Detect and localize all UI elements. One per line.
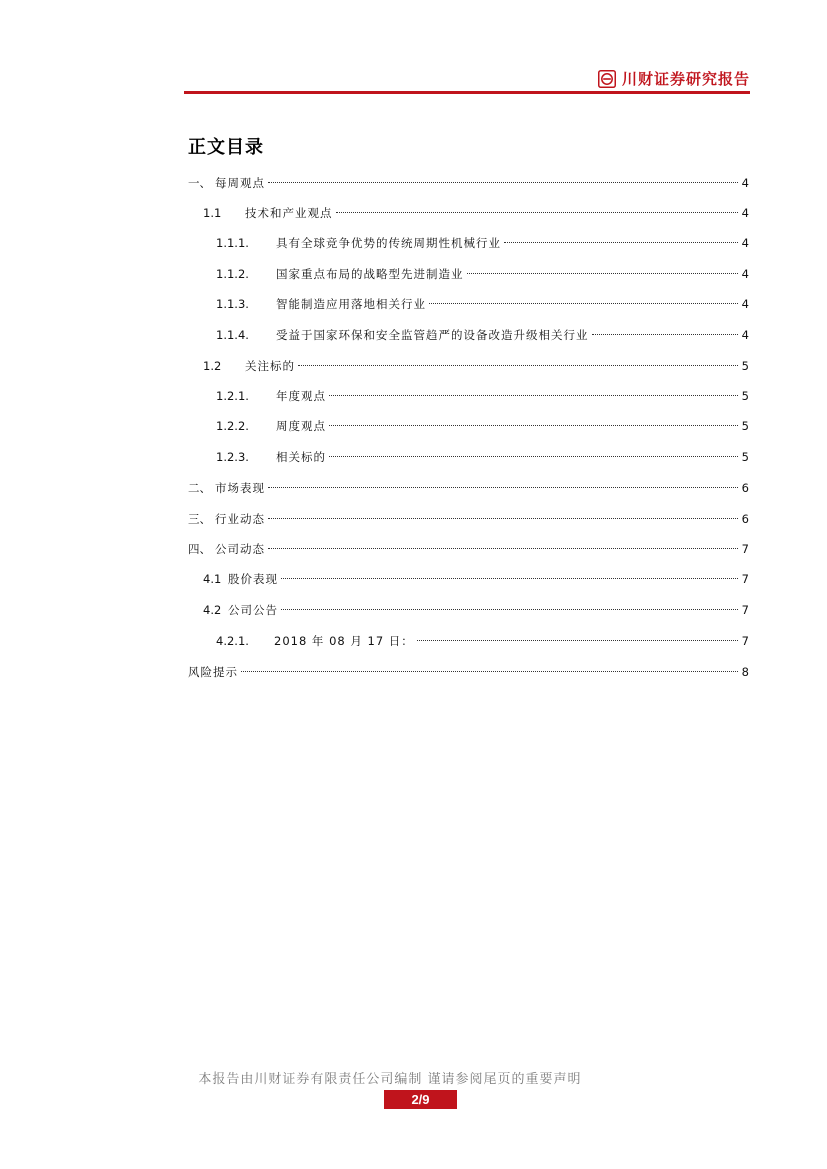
toc-dot-leader bbox=[504, 229, 738, 247]
toc-entry[interactable] bbox=[188, 505, 749, 526]
toc-entry-number: 1.1.1. bbox=[216, 236, 249, 250]
toc-entry-number: 1.1 bbox=[203, 206, 222, 220]
toc-entry-page: 4 bbox=[741, 176, 749, 190]
page-number-badge: 2/9 bbox=[384, 1090, 457, 1109]
toc-dot-leader bbox=[417, 627, 738, 645]
toc-dot-leader bbox=[467, 260, 739, 278]
toc-entry-title: 受益于国家环保和安全监管趋严的设备改造升级相关行业 bbox=[276, 328, 589, 342]
toc-dot-leader bbox=[329, 412, 738, 430]
toc-entry[interactable] bbox=[188, 474, 749, 495]
toc-entry-number: 1.2.1. bbox=[216, 389, 249, 403]
toc-entry-title: 公司动态 bbox=[215, 542, 265, 556]
toc-entry-number: 四、 bbox=[188, 542, 211, 556]
toc-entry-title: 关注标的 bbox=[245, 359, 295, 373]
toc-dot-leader bbox=[329, 382, 738, 400]
toc-entry-page: 5 bbox=[741, 450, 749, 464]
toc-dot-leader bbox=[268, 535, 738, 553]
toc-dot-leader bbox=[429, 290, 738, 308]
toc-entry[interactable] bbox=[216, 229, 749, 250]
footer-disclaimer: 本报告由川财证券有限责任公司编制 谨请参阅尾页的重要声明 bbox=[198, 1072, 582, 1087]
toc-entry-page: 4 bbox=[741, 267, 749, 281]
toc-entry-number: 二、 bbox=[188, 481, 211, 495]
toc-entry-page: 6 bbox=[741, 512, 749, 526]
toc-dot-leader bbox=[336, 199, 739, 217]
toc-entry-number: 1.1.4. bbox=[216, 328, 249, 342]
toc-dot-leader bbox=[281, 596, 738, 614]
toc-entry-title: 2018 年 08 月 17 日： bbox=[274, 634, 414, 648]
toc-entry-title: 年度观点 bbox=[276, 389, 326, 403]
toc-entry-page: 4 bbox=[741, 206, 749, 220]
toc-entry[interactable] bbox=[216, 412, 749, 433]
toc-entry-page: 7 bbox=[741, 572, 749, 586]
toc-title: 正文目录 bbox=[188, 137, 264, 158]
toc-entry-title: 相关标的 bbox=[276, 450, 326, 464]
toc-entry-number: 4.2 bbox=[203, 603, 222, 617]
toc-entry[interactable] bbox=[216, 260, 749, 281]
toc-entry-page: 7 bbox=[741, 603, 749, 617]
toc-entry-title: 具有全球竞争优势的传统周期性机械行业 bbox=[276, 236, 501, 250]
toc-entry[interactable] bbox=[188, 535, 749, 556]
toc-entry[interactable] bbox=[203, 199, 749, 220]
toc-entry-title: 公司公告 bbox=[228, 603, 278, 617]
toc-entry-number: 1.2 bbox=[203, 359, 222, 373]
toc-entry-title: 技术和产业观点 bbox=[245, 206, 333, 220]
toc-entry-title: 行业动态 bbox=[215, 512, 265, 526]
toc-entry-title: 股价表现 bbox=[228, 572, 278, 586]
toc-entry[interactable] bbox=[188, 658, 749, 679]
toc-dot-leader bbox=[241, 658, 738, 676]
toc-entry[interactable] bbox=[216, 321, 749, 342]
toc-entry[interactable] bbox=[188, 169, 749, 190]
toc-entry-title: 市场表现 bbox=[215, 481, 265, 495]
toc-entry-page: 4 bbox=[741, 236, 749, 250]
toc-entry-title: 国家重点布局的战略型先进制造业 bbox=[276, 267, 464, 281]
toc-entry-page: 5 bbox=[741, 419, 749, 433]
toc-entry-title: 周度观点 bbox=[276, 419, 326, 433]
toc-dot-leader bbox=[268, 505, 738, 523]
toc-entry[interactable] bbox=[203, 596, 749, 617]
toc-entry-page: 6 bbox=[741, 481, 749, 495]
toc-entry[interactable] bbox=[216, 382, 749, 403]
toc-dot-leader bbox=[281, 565, 738, 583]
toc-dot-leader bbox=[268, 474, 738, 492]
toc-entry[interactable] bbox=[203, 565, 749, 586]
toc-entry-number: 4.2.1. bbox=[216, 634, 249, 648]
toc-dot-leader bbox=[592, 321, 739, 339]
toc-entry-number: 一、 bbox=[188, 176, 211, 190]
toc-entry-number: 1.2.3. bbox=[216, 450, 249, 464]
toc-entry-page: 7 bbox=[741, 542, 749, 556]
toc-entry-title: 智能制造应用落地相关行业 bbox=[276, 297, 426, 311]
toc-entry-number: 4.1 bbox=[203, 572, 222, 586]
toc-entry-number: 三、 bbox=[188, 512, 211, 526]
toc-entry-page: 5 bbox=[741, 389, 749, 403]
toc-entry[interactable] bbox=[216, 443, 749, 464]
toc-entry-title: 风险提示 bbox=[188, 665, 238, 679]
toc-entry-page: 4 bbox=[741, 297, 749, 311]
toc-entry[interactable] bbox=[203, 352, 749, 373]
toc-dot-leader bbox=[298, 352, 738, 370]
toc-entry-number: 1.1.2. bbox=[216, 267, 249, 281]
toc-entry-page: 7 bbox=[741, 634, 749, 648]
toc-entry-page: 4 bbox=[741, 328, 749, 342]
toc-entry-page: 5 bbox=[741, 359, 749, 373]
toc-entry[interactable] bbox=[216, 627, 749, 648]
toc-entry[interactable] bbox=[216, 290, 749, 311]
toc-entry-number: 1.2.2. bbox=[216, 419, 249, 433]
toc-entry-title: 每周观点 bbox=[215, 176, 265, 190]
toc-entry-number: 1.1.3. bbox=[216, 297, 249, 311]
toc-entry-page: 8 bbox=[741, 665, 749, 679]
toc-dot-leader bbox=[329, 443, 738, 461]
brand-name: 川财证券研究报告 bbox=[621, 70, 750, 88]
toc-dot-leader bbox=[268, 169, 738, 187]
